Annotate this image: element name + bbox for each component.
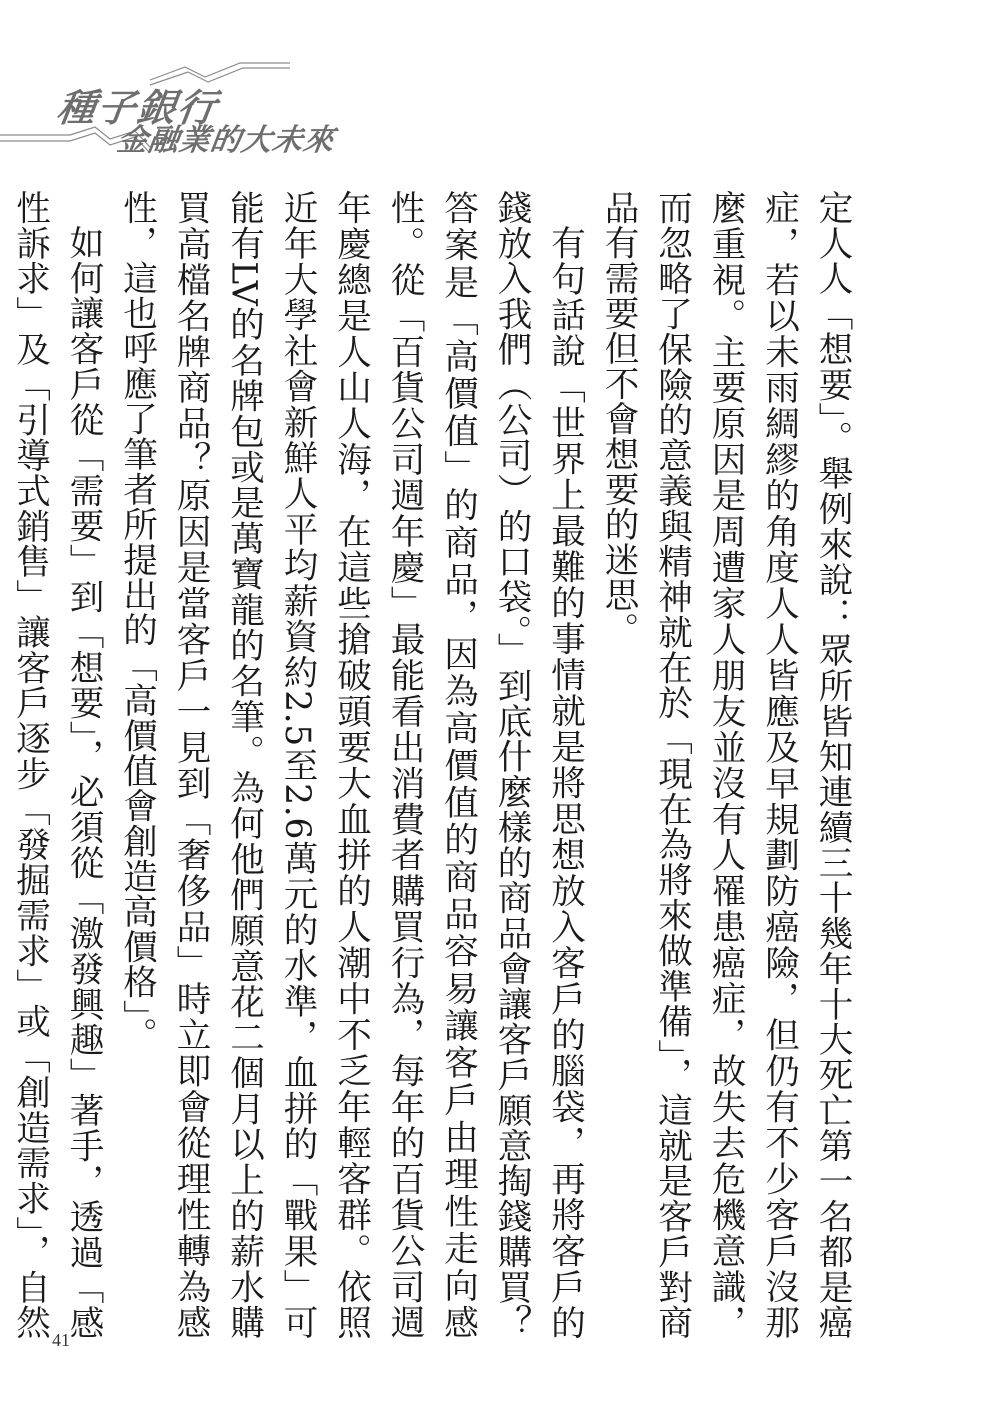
running-header [0, 55, 337, 165]
book-title: 種子銀行 [54, 85, 221, 130]
vertical-body-text [0, 190, 858, 1340]
page-number: 41 [52, 1330, 70, 1350]
paragraph-3: 如何讓客戶從「需要」到「想要」，必須從「激發興趣」著手，透過「感性訴求」及「引導式銷售」讓客戶逐步「發掘需求」或「創造需求」，自然 [9, 190, 103, 1340]
paragraph-2: 有句話說「世界上最難的事情就是將思想放入客戶的腦袋，再將客戶的錢放入我們（公司）的口袋。」到底什麼樣的商品會讓客戶願意掏錢購買？答案是「高價值」的商品，因為高價值的商品容易讓客戶由理性走向感性。從「百貨公司週年慶」最能看出消費者購買行為，每年的百貨公司週年慶總是人山人海，在這些搶破頭要大血拼的人潮中不乏年輕客群。依照近年大學社會新鮮人平均薪資約2.5至2.6萬元的水準，血拼的「戰果」可能有LV的名牌包或是萬寶龍的名筆。為何他們願意花二個月以上的薪水購買高檔名牌商品？原因是當客戶一見到「奢侈品」時立即會從理性轉為感性，這也呼應了筆者所提出的「高價值會創造高價格」。 [116, 190, 585, 1340]
book-subtitle: 金融業的大未來 [115, 123, 337, 158]
paragraph-1: 定人人「想要」。舉例來說：眾所皆知連續三十幾年十大死亡第一名都是癌症，若以未雨綢繆的角度人人皆應及早規劃防癌險，但仍有不少客戶沒那麼重視。主要原因是周遭家人朋友並沒有人罹患癌症，故失去危機意識，而忽略了保險的意義與精神就在於「現在為將來做準備」，這就是客戶對商品有需要但不會想要的迷思。 [598, 190, 852, 1340]
